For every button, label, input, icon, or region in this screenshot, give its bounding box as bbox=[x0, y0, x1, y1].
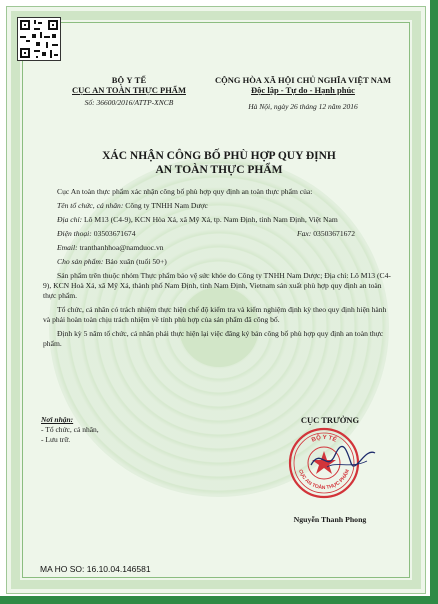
org-label: Tên tổ chức, cá nhân: bbox=[57, 201, 124, 210]
phone-value: 03503671674 bbox=[93, 229, 136, 238]
title-line-2: AN TOÀN THỰC PHẨM bbox=[155, 164, 283, 176]
product-value: Bảo xuân (tuổi 50+) bbox=[105, 257, 167, 266]
recipient-item: - Tổ chức, cá nhân, bbox=[41, 425, 99, 434]
nation-name: CỘNG HÒA XÃ HỘI CHỦ NGHĨA VIỆT NAM bbox=[214, 75, 392, 85]
fax-label: Fax: bbox=[296, 229, 312, 238]
org-line bbox=[43, 201, 395, 211]
address-value: Lô M13 (C4-9), KCN Hòa Xá, xã Mỹ Xá, tp. Nam Định, tỉnh Nam Định, Việt Nam bbox=[84, 215, 338, 224]
title-line-1: XÁC NHẬN CÔNG BỐ PHÙ HỢP QUY ĐỊNH bbox=[102, 150, 336, 162]
product-label: Cho sản phẩm: bbox=[57, 257, 104, 266]
intro-text: Cục An toàn thực phẩm xác nhận công bố phù hợp quy định an toàn thực phẩm của: bbox=[57, 187, 313, 196]
address-label: Địa chỉ: bbox=[57, 215, 83, 224]
contact-line bbox=[43, 229, 395, 239]
document-body bbox=[43, 187, 395, 353]
certificate-content bbox=[7, 7, 426, 594]
document-title bbox=[47, 149, 391, 177]
record-code: MA HO SO: 16.10.04.146581 bbox=[40, 564, 151, 574]
paragraph-3: Định kỳ 5 năm tổ chức, cá nhân phải thực hiện lại việc đăng ký bản công bố phù hợp quy định an toàn thực phẩm. bbox=[43, 329, 384, 348]
certificate-paper bbox=[6, 6, 426, 594]
email-line bbox=[43, 243, 395, 253]
address-line bbox=[43, 215, 395, 225]
recipient-item: - Lưu trữ. bbox=[41, 435, 71, 444]
fax-group bbox=[283, 229, 355, 239]
seal-bottom-text: CỤC AN TOÀN THỰC PHẨM bbox=[297, 468, 351, 492]
signer-role: CỤC TRƯỞNG bbox=[300, 415, 360, 425]
ministry-name: BỘ Y TẾ bbox=[111, 75, 147, 85]
paragraph-1: Sản phẩm trên thuộc nhóm Thực phẩm bảo vệ sức khỏe do Công ty TNHH Nam Dược; Địa chỉ: Lô M13 (C4-9), KCN Hoà Xá, xã Mỹ Xá, thành phố Nam Định, tỉnh Nam Định, Vietnam sản xuất phù hợp quy định an toàn thực phẩm. bbox=[43, 271, 391, 300]
recipients-heading: Nơi nhận: bbox=[41, 415, 74, 424]
org-value: Công ty TNHH Nam Dược bbox=[125, 201, 208, 210]
seal-top-text: BỘ Y TẾ bbox=[310, 434, 338, 444]
page-edge-right bbox=[430, 0, 438, 604]
agency-name: CỤC AN TOÀN THỰC PHẨM bbox=[72, 85, 186, 95]
paragraph-2: Tổ chức, cá nhân có trách nhiệm thực hiện chế độ kiểm tra và kiểm nghiệm định kỳ theo quy định hiện hành và phải hoàn toàn chịu trách nhiệm về tính phù hợp của sản phẩm đã công bố. bbox=[43, 305, 387, 324]
fax-value: 03503671672 bbox=[313, 229, 355, 238]
handwritten-signature-icon bbox=[307, 443, 379, 473]
national-header bbox=[203, 75, 403, 111]
page-edge-bottom bbox=[0, 596, 438, 604]
issuer-header bbox=[59, 75, 199, 107]
document-number: Số: 36600/2016/ATTP-XNCB bbox=[84, 98, 174, 107]
phone-label: Điện thoại: bbox=[57, 229, 92, 238]
national-motto: Độc lập - Tự do - Hạnh phúc bbox=[251, 85, 355, 95]
recipients-block bbox=[41, 415, 181, 445]
product-line bbox=[43, 257, 395, 267]
phone-group bbox=[43, 229, 135, 239]
email-label: Email: bbox=[57, 243, 78, 252]
email-value: tranthanhhoa@namduoc.vn bbox=[79, 243, 164, 252]
issue-date: Hà Nội, ngày 26 tháng 12 năm 2016 bbox=[248, 102, 358, 111]
signer-name: Nguyễn Thanh Phong bbox=[293, 515, 367, 524]
